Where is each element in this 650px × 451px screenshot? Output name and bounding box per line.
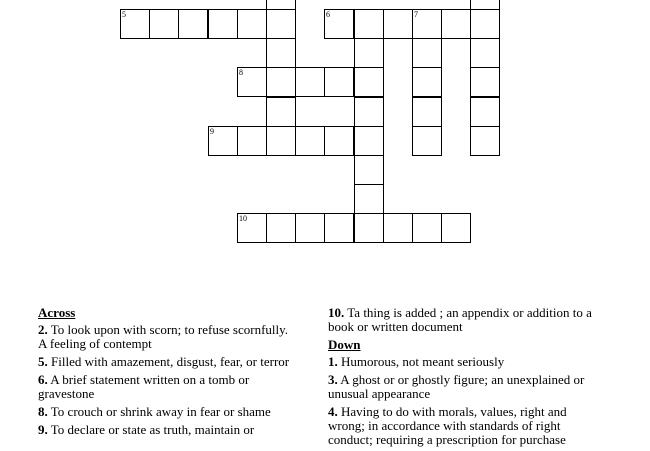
grid-cell[interactable]	[412, 38, 442, 68]
clue-across-6	[38, 373, 296, 401]
grid-cell[interactable]	[178, 9, 208, 39]
grid-cell[interactable]	[266, 126, 296, 156]
grid-cell[interactable]	[441, 9, 471, 39]
grid-cell[interactable]	[208, 126, 238, 156]
grid-cell[interactable]	[149, 9, 179, 39]
grid-cell[interactable]	[295, 126, 325, 156]
clue-number: 9.	[38, 422, 48, 437]
cell-number: 10	[239, 214, 247, 223]
clue-down-4	[328, 405, 598, 447]
across-heading: Across	[38, 305, 76, 320]
clue-number: 3.	[328, 372, 338, 387]
cell-number: 8	[239, 68, 243, 77]
grid-cell[interactable]	[324, 9, 354, 39]
clue-across-10	[328, 306, 598, 334]
clue-across-8	[38, 405, 296, 419]
clue-number: 8.	[38, 404, 48, 419]
grid-cell[interactable]	[237, 213, 267, 243]
clue-number: 4.	[328, 404, 338, 419]
clues-left-column	[38, 306, 296, 441]
grid-cell[interactable]	[354, 213, 384, 243]
clue-number: 6.	[38, 372, 48, 387]
grid-cell[interactable]	[470, 67, 500, 97]
grid-cell[interactable]	[295, 67, 325, 97]
grid-cell[interactable]	[412, 213, 442, 243]
clue-text: A brief statement written on a tomb or gravestone	[38, 372, 250, 401]
grid-cell[interactable]	[470, 126, 500, 156]
grid-cell[interactable]	[354, 38, 384, 68]
grid-cell[interactable]	[324, 213, 354, 243]
clue-across-2	[38, 323, 296, 351]
grid-cell[interactable]	[237, 126, 267, 156]
grid-cell[interactable]	[470, 9, 500, 39]
clue-text: Ta thing is added ; an appendix or addition to a book or written document	[328, 305, 592, 334]
grid-cell[interactable]	[412, 9, 442, 39]
grid-cell[interactable]	[237, 9, 267, 39]
grid-cell[interactable]	[441, 213, 471, 243]
grid-cell[interactable]	[324, 126, 354, 156]
grid-cell[interactable]	[354, 67, 384, 97]
grid-cell[interactable]	[354, 126, 384, 156]
cell-number: 7	[414, 10, 418, 19]
clue-text: To crouch or shrink away in fear or shame	[50, 404, 271, 419]
clue-text: Filled with amazement, disgust, fear, or terror	[51, 354, 290, 369]
cell-number: 6	[326, 10, 330, 19]
clue-across-5	[38, 355, 296, 369]
clue-down-3	[328, 373, 598, 401]
clue-text: To look upon with scorn; to refuse scornfully. A feeling of contempt	[38, 322, 289, 351]
grid-cell[interactable]	[266, 67, 296, 97]
grid-cell[interactable]	[266, 38, 296, 68]
grid-cell[interactable]	[354, 97, 384, 127]
grid-cell[interactable]	[412, 126, 442, 156]
grid-cell[interactable]	[266, 213, 296, 243]
clue-number: 5.	[38, 354, 48, 369]
grid-cell[interactable]	[324, 67, 354, 97]
grid-cell[interactable]	[354, 184, 384, 214]
grid-cell[interactable]	[412, 67, 442, 97]
clue-down-1	[328, 355, 598, 369]
grid-cell[interactable]	[470, 97, 500, 127]
clue-number: 2.	[38, 322, 48, 337]
clue-number: 10.	[328, 305, 345, 320]
grid-cell[interactable]	[412, 97, 442, 127]
grid-cell[interactable]	[354, 155, 384, 185]
clue-text: Having to do with morals, values, right and wrong; in accordance with standards of right conduct; requiring a prescription for purchase	[328, 404, 567, 447]
cell-number: 9	[210, 127, 214, 136]
grid-cell[interactable]	[266, 97, 296, 127]
clues-right-column	[328, 306, 598, 451]
down-heading: Down	[328, 337, 361, 352]
grid-cell[interactable]	[266, 9, 296, 39]
grid-cell[interactable]	[383, 213, 413, 243]
grid-cell[interactable]	[383, 9, 413, 39]
cell-number: 5	[122, 10, 126, 19]
grid-cell[interactable]	[208, 9, 238, 39]
grid-cell[interactable]	[237, 67, 267, 97]
grid-cell[interactable]	[470, 38, 500, 68]
clue-across-9	[38, 423, 296, 437]
clue-text: Humorous, not meant seriously	[341, 354, 505, 369]
clue-text: To declare or state as truth, maintain or	[50, 422, 255, 437]
clue-text: A ghost or or ghostly figure; an unexplained or unusual appearance	[328, 372, 585, 401]
grid-cell[interactable]	[354, 9, 384, 39]
grid-cell[interactable]	[295, 213, 325, 243]
clue-number: 1.	[328, 354, 338, 369]
grid-cell[interactable]	[120, 9, 150, 39]
